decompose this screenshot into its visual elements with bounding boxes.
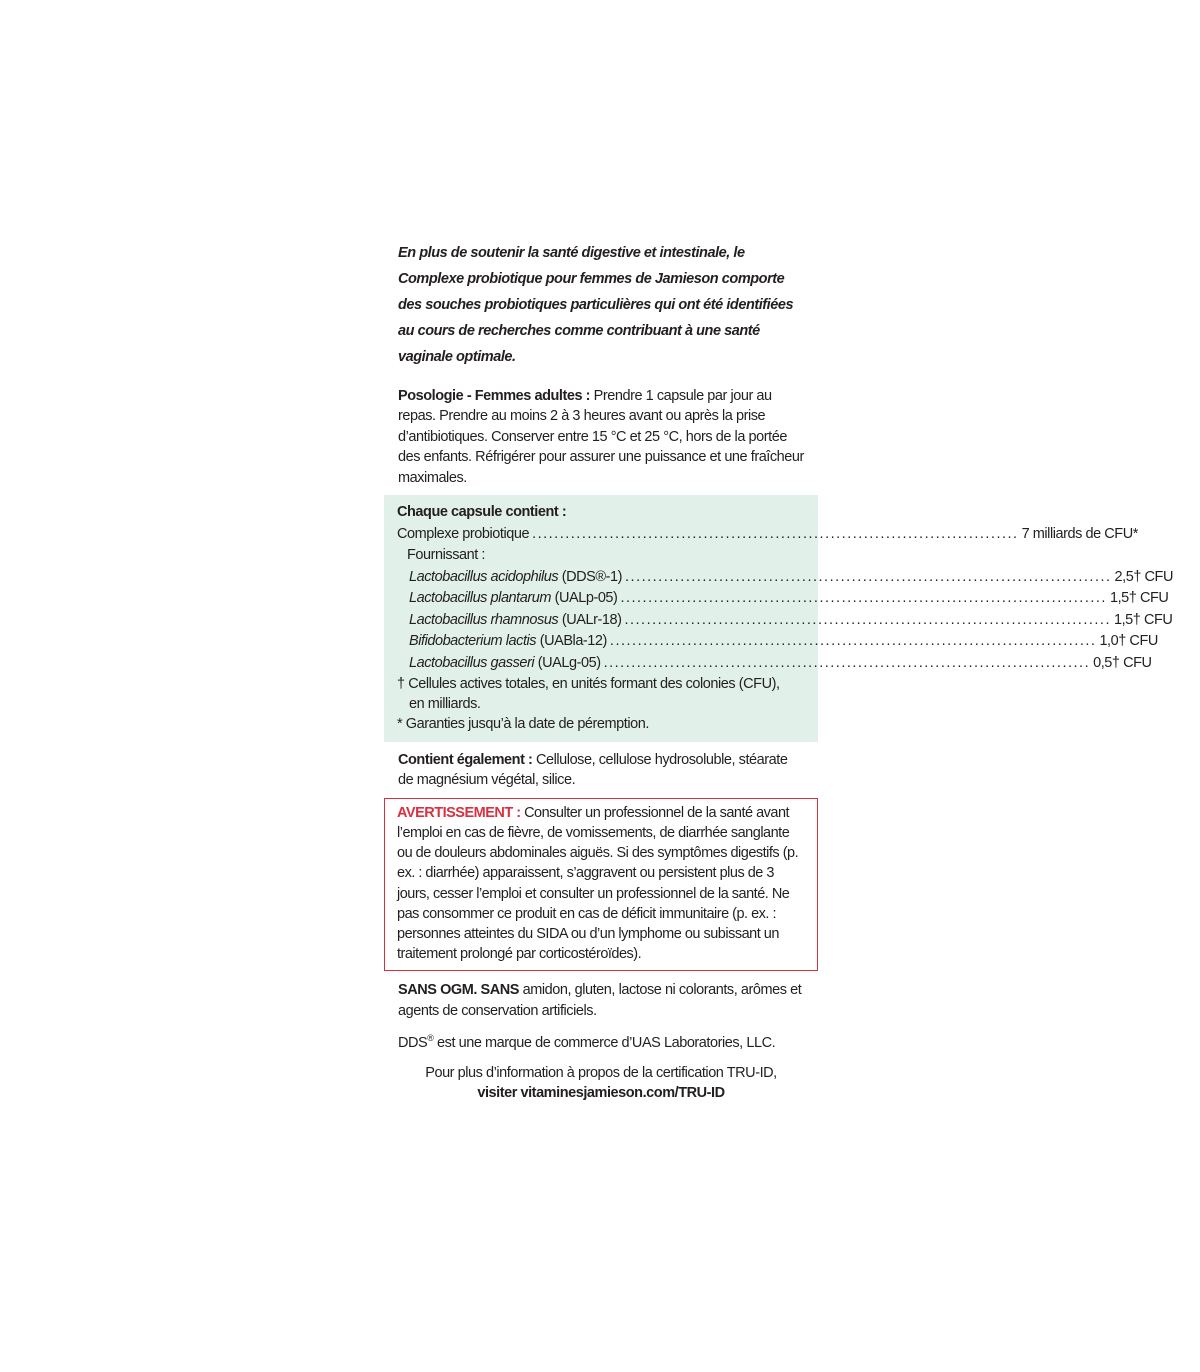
- warning-label: AVERTISSEMENT :: [397, 804, 521, 821]
- dosage-text: Prendre 1 capsule par jour au repas. Prendre au moins 2 à 3 heures avant ou après la prise d’antibiotiques. Conserver entre 15 °C et 25 °C, hors de la portée des enfants. Réfrigérer pour assurer une puissance et une fraîcheur maximales.: [398, 388, 804, 486]
- providing-label: Fournissant :: [407, 547, 485, 564]
- contents-panel: [384, 495, 1173, 742]
- strain-amount: 0,5† CFU: [1093, 654, 1152, 671]
- also-contains-text: Cellulose, cellulose hydrosoluble, stéarate de magnésium végétal, silice.: [398, 752, 788, 789]
- trademark-notice: [384, 1033, 818, 1053]
- dosage-section: [384, 386, 818, 488]
- intro-paragraph: En plus de soutenir la santé digestive et intestinale, le Complexe probiotique pour femmes de Jamieson comporte des souches probiotiques particulières qui ont été identifiées au cours de recherches comme contribuant à une santé vaginale optimale.: [398, 245, 794, 365]
- leader-dots: ........................................................................................: [603, 654, 1091, 671]
- complex-name: Complexe probiotique: [397, 525, 530, 542]
- strain-species: Lactobacillus plantarum: [409, 590, 551, 607]
- dosage-label: Posologie - Femmes adultes :: [398, 388, 591, 404]
- free-from-label: SANS OGM. SANS: [398, 982, 519, 999]
- strain-code: (UALg-05): [537, 654, 601, 671]
- warning-box: [384, 798, 818, 972]
- contents-heading: Chaque capsule contient :: [397, 504, 567, 521]
- strain-row: [397, 653, 1152, 675]
- strain-code: (UALr-18): [561, 611, 622, 628]
- strain-amount: 1,5† CFU: [1113, 611, 1173, 628]
- leader-dots: ........................................................................................: [532, 525, 1019, 542]
- strain-row: [397, 567, 1173, 589]
- also-contains-label: Contient également :: [398, 752, 533, 769]
- registered-symbol: ®: [427, 1033, 434, 1044]
- strain-species: Lactobacillus rhamnosus: [409, 611, 559, 628]
- strain-row: [397, 610, 1173, 632]
- product-label-panel: [384, 240, 1173, 1103]
- free-from-section: [384, 980, 818, 1021]
- complex-amount: 7 milliards de CFU*: [1021, 525, 1138, 542]
- strain-row: [397, 631, 1158, 653]
- strain-amount: 1,5† CFU: [1109, 590, 1169, 607]
- dagger-footnote-cont: en milliards.: [409, 696, 481, 713]
- strain-code: (DDS®-1): [561, 568, 623, 585]
- strain-code: (UABla-12): [539, 633, 607, 650]
- complex-row: [397, 524, 1138, 546]
- leader-dots: ........................................................................................: [609, 633, 1097, 650]
- leader-dots: ........................................................................................: [624, 611, 1111, 628]
- star-footnote: * Garanties jusqu’à la date de péremption.: [397, 716, 649, 733]
- strain-row: [397, 588, 1169, 610]
- strain-species: Bifidobacterium lactis: [409, 633, 537, 650]
- truid-info: Pour plus d’information à propos de la certification TRU-ID,: [425, 1065, 777, 1082]
- strain-amount: 1,0† CFU: [1099, 633, 1158, 650]
- strain-species: Lactobacillus acidophilus: [409, 568, 559, 585]
- trademark-mark: DDS: [398, 1035, 428, 1052]
- strain-code: (UALp-05): [554, 590, 618, 607]
- dagger-footnote: † Cellules actives totales, en unités formant des colonies (CFU),: [397, 676, 780, 693]
- leader-dots: ........................................................................................: [625, 568, 1112, 585]
- strain-species: Lactobacillus gasseri: [409, 654, 535, 671]
- strain-amount: 2,5† CFU: [1114, 568, 1173, 585]
- free-from-text: amidon, gluten, lactose ni colorants, arômes et agents de conservation artificiels.: [398, 982, 802, 1019]
- trademark-text: est une marque de commerce d’UAS Laboratories, LLC.: [437, 1035, 776, 1052]
- truid-link: visiter vitaminesjamieson.com/TRU-ID: [477, 1085, 725, 1102]
- truid-section: [384, 1063, 818, 1103]
- also-contains-section: [384, 750, 818, 791]
- leader-dots: ........................................................................................: [620, 590, 1107, 607]
- warning-text: Consulter un professionnel de la santé avant l’emploi en cas de fièvre, de vomissements, de diarrhée sanglante ou de douleurs abdominales aiguës. Si des symptômes digestifs (p. ex. : diarrhée) apparaissent, s’aggravent ou persistent plus de 3 jours, cesser l’emploi et consulter un professionnel de la santé. Ne pas consommer ce produit en cas de déficit immunitaire (p. ex. : personnes atteintes du SIDA ou d’un lymphome ou subissant un traitement prolongé par corticostéroïdes).: [397, 804, 799, 963]
